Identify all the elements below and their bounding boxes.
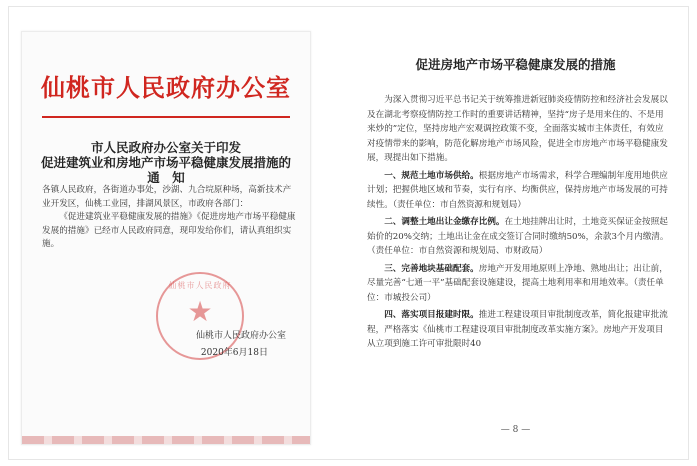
measures-body <box>367 93 672 355</box>
notice-title-line-1: 市人民政府办公室关于印发 <box>90 140 241 155</box>
measures-intro: 为深入贯彻习近平总书记关于统筹推进新冠肺炎疫情防控和经济社会发展以及在湖北考察疫情防控工作时的重要讲话精神，坚持“房子是用来住的、不是用来炒的”定位，坚持房地产宏观调控政策不变，全面落实城市主体责任，有效应对疫情带来的影响，防范化解房地产市场风险，促进全市房地产市场平稳健康发展，现提出如下措施。 <box>367 95 668 163</box>
document-frame <box>8 6 689 460</box>
notice-title-line-2: 促进建筑业和房地产市场平稳健康发展措施的 <box>40 155 291 170</box>
seal-star-icon: ★ <box>187 295 213 328</box>
measure-item-3 <box>367 262 672 306</box>
seal-text: 仙桃市人民政府 <box>168 281 232 290</box>
measure-item-2 <box>367 215 672 259</box>
measure-item-1-text: 根据房地产市场需求，科学合理编制年度用地供应计划；把握供地区域和节奏，实行有序、均衡供应，保持房地产市场发展的可持续性。（责任单位：市自然资源和规划局） <box>367 170 668 210</box>
measure-item-1-heading: 一、规范土地市场供给。 <box>384 170 479 181</box>
measure-item-3-text: 房地产开发用地原则上净地、熟地出让；出让前，尽量完善“七通一平”基础配套设施建设，提高土地利用率和用地效率。（责任单位：市城投公司） <box>367 263 668 303</box>
notice-page <box>21 31 311 445</box>
notice-body <box>42 184 296 252</box>
red-rule-divider <box>42 116 290 118</box>
notice-content: 《促进建筑业平稳健康发展的措施》《促进房地产市场平稳健康发展的措施》已经市人民政府同意，现印发给你们，请认真组织实施。 <box>42 212 296 249</box>
measure-item-4-text: 推进工程建设项目审批制度改革，简化报建审批流程，严格落实《仙桃市工程建设项目审批制度改革实施方案》。房地产开发项目从立项到施工许可审批限时40 <box>367 310 668 349</box>
measure-item-4 <box>367 308 672 352</box>
notice-title <box>32 140 300 185</box>
measure-item-1 <box>367 169 672 213</box>
page-bottom-strip <box>22 436 310 444</box>
page-number: — 8 — <box>500 425 531 435</box>
measure-item-3-heading: 三、完善地块基础配套。 <box>384 263 479 274</box>
measure-item-4-heading: 四、落实项目报建时限。 <box>384 310 479 320</box>
measures-page <box>353 31 678 443</box>
signing-date: 2020年6月18日 <box>200 348 268 358</box>
measure-item-2-heading: 二、调整土地出让金缴存比例。 <box>384 217 505 227</box>
signing-organization: 仙桃市人民政府办公室 <box>195 331 286 341</box>
measure-item-2-text: 在土地挂牌出让时，土地竞买保证金按照起始价的20%交纳；土地出让金在成交签订合同时缴纳50%，余款3个月内缴清。（责任单位：市自然资源和规划局、市财政局） <box>367 217 669 256</box>
measures-title: 促进房地产市场平稳健康发展的措施 <box>415 57 616 72</box>
notice-title-line-3: 通 知 <box>147 170 185 185</box>
issuer-header: 仙桃市人民政府办公室 <box>41 73 291 102</box>
notice-recipients: 各镇人民政府，各街道办事处，沙湖、九合垸原种场，高新技术产业开发区，仙桃工业园，排湖风景区，市政府各部门： <box>42 185 292 209</box>
